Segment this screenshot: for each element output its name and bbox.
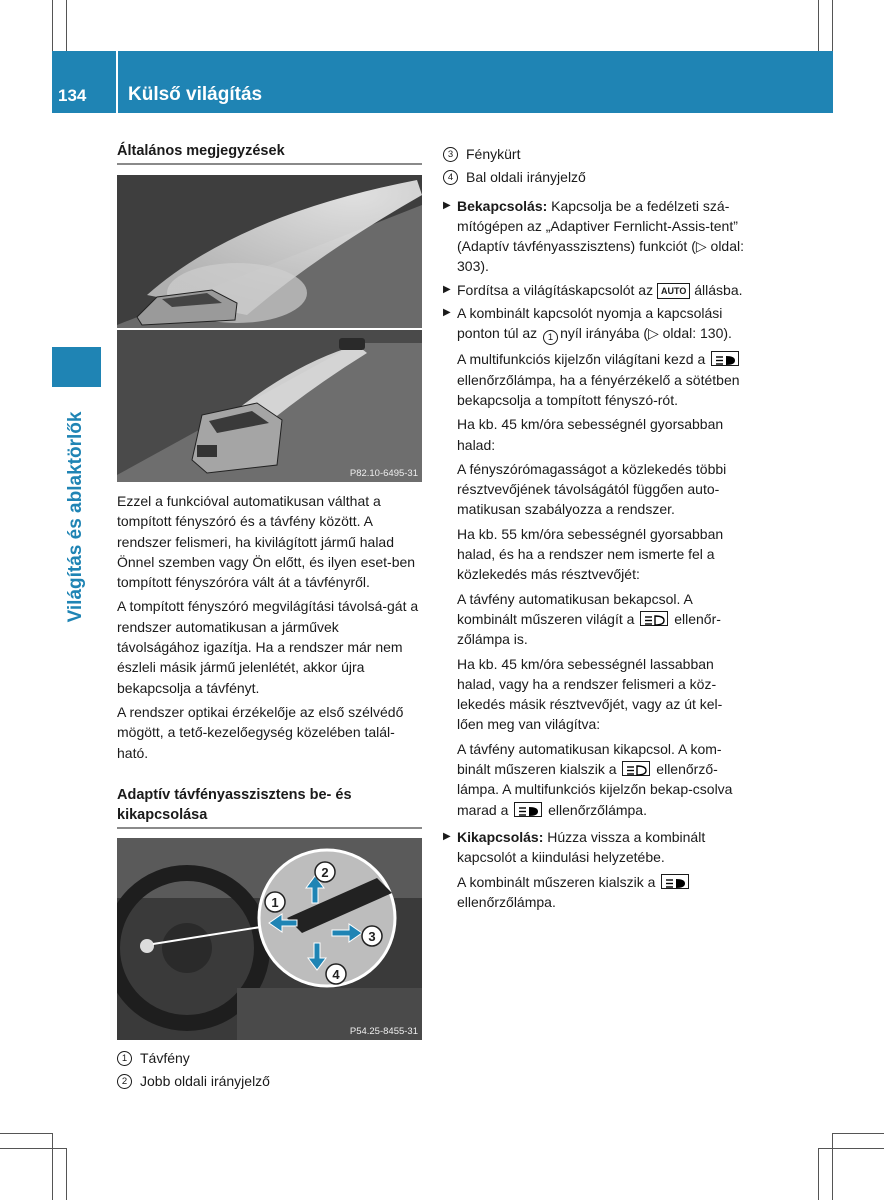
paragraph: A tompított fényszóró megvilágítási távolsá-gát a rendszer automatikusan a járművek távolságához igazítja. Ha a rendszer már nem észleli másik jármű jelenlétét, akkor újra bekapcsolja a távfényt.	[117, 598, 419, 696]
callout-number: 4	[443, 170, 458, 185]
step-text: ellenőr-zőlámpa is.	[457, 610, 721, 648]
crop-mark	[818, 0, 819, 52]
crop-mark	[0, 1133, 52, 1134]
step-arrow-icon: ▶	[443, 830, 451, 842]
legend-item	[117, 1071, 422, 1091]
step-arrow-icon: ▶	[443, 199, 451, 211]
svg-text:4: 4	[332, 966, 340, 982]
step-text: állásba.	[694, 281, 743, 298]
callout-number: 1	[117, 1051, 132, 1066]
headlight-illustration	[117, 175, 422, 482]
legend-item	[443, 144, 748, 164]
callout-number: 3	[443, 147, 458, 162]
page-number: 134	[58, 86, 87, 105]
svg-text:3: 3	[368, 928, 376, 944]
legend-text: Távfény	[140, 1049, 190, 1066]
crop-mark	[66, 1148, 67, 1200]
step-text: Kapcsolja be a fedélzeti szá-mítógépen az „Adaptiver Fernlicht-Assis-tent” (Adaptív távfényasszisztens) funkciót (▷ oldal: 303).	[457, 197, 744, 275]
steering-hub	[162, 923, 212, 973]
crop-mark	[52, 0, 53, 52]
side-tab-label: Világítás és ablaktörlők	[65, 411, 86, 623]
paragraph: Ezzel a funkcióval automatikusan válthat a tompított fényszóró és a távfény között. A rendszer felismeri, ha kivilágított jármű halad Önnel szemben vagy Ön előtt, és ilyen eset-ben tompított fényszóróra vált át a távfényről.	[117, 493, 416, 591]
header-divider	[116, 51, 118, 113]
crop-mark	[818, 1148, 884, 1149]
oncoming-car-icon	[339, 338, 365, 350]
step-text: Ha kb. 45 km/óra sebességnél lassabban halad, vagy ha a rendszer felismeri a köz-lekedés másik résztvevőjét, vagy az út kel-lően meg van világítva:	[457, 655, 723, 733]
adaptive-high-beam-lamp-icon	[711, 351, 739, 366]
callout-4	[326, 964, 346, 984]
step-switch-off	[443, 827, 748, 916]
legend-text: Fénykürt	[466, 146, 521, 162]
auto-key-icon: AUTO	[657, 283, 690, 299]
step-text: A kombinált műszeren kialszik a	[457, 873, 656, 890]
callout-3	[362, 926, 382, 946]
step-text: Ha kb. 45 km/óra sebességnél gyorsabban halad:	[457, 416, 724, 453]
crop-mark	[832, 1133, 833, 1200]
image-code: P54.25-8455-31	[349, 1025, 418, 1037]
legend-item	[443, 167, 748, 187]
step-switch-on	[443, 196, 748, 277]
step-text: Ha kb. 55 km/óra sebességnél gyorsabban halad, és ha a rendszer nem ismerte fel a közlekedés más résztvevőjét:	[457, 525, 724, 583]
adaptive-high-beam-lamp-icon	[661, 874, 689, 889]
high-beam-lamp-icon	[640, 611, 668, 626]
step-text: A kombinált kapcsolót nyomja a kapcsolási ponton túl az	[457, 305, 723, 342]
step-text: A távfény automatikusan bekapcsol. A kombinált műszeren világít a	[457, 590, 693, 627]
step-text: ellenőrző-lámpa. A multifunkciós kijelzőn bekap-csolva marad a	[457, 761, 733, 818]
section-heading-adaptive: Adaptív távfényasszisztens be- és kikapcsolása	[117, 786, 352, 823]
step-keyword: Bekapcsolás:	[457, 197, 548, 214]
step-push-switch	[443, 303, 748, 824]
crop-mark	[66, 0, 67, 52]
step-text: Fordítsa a világításkapcsolót az	[457, 281, 654, 298]
image-code: P82.10-6495-31	[349, 468, 418, 479]
page-title: Külső világítás	[128, 84, 263, 105]
callout-2	[315, 862, 335, 882]
step-text: Húzza vissza a kombinált kapcsolót a kiindulási helyzetébe.	[457, 828, 706, 866]
step-arrow-icon: ▶	[443, 307, 451, 319]
switch-pointer	[140, 939, 154, 953]
step-keyword: Kikapcsolás:	[457, 828, 544, 845]
callout-1	[265, 892, 285, 912]
step-text: A távfény automatikusan kikapcsol. A kom-binált műszeren kialszik a	[457, 740, 722, 778]
step-text: ellenőrzőlámpa.	[457, 893, 556, 910]
crop-mark	[818, 1148, 819, 1200]
svg-text:2: 2	[321, 864, 329, 880]
callout-number: 2	[117, 1074, 132, 1089]
step-text: nyíl irányába (▷ oldal: 130).	[560, 325, 732, 342]
step-text: ellenőrzőlámpa, ha a fényérzékelő a sötétben bekapcsolja a tompított fényszó-rót.	[457, 371, 740, 408]
headlight-scenes-svg	[117, 175, 422, 482]
step-text: ellenőrzőlámpa.	[548, 801, 647, 818]
heading-rule	[117, 163, 422, 165]
legend-text: Jobb oldali irányjelző	[140, 1073, 270, 1090]
crop-mark	[52, 1133, 53, 1200]
heading-rule	[117, 827, 422, 829]
left-column	[117, 141, 422, 1094]
crop-mark	[0, 1148, 66, 1149]
step-text: A multifunkciós kijelzőn világítani kezd a	[457, 351, 706, 368]
right-column	[443, 144, 748, 919]
combination-switch-svg	[117, 838, 422, 1040]
crop-mark	[832, 1133, 884, 1134]
legend-text: Bal oldali irányjelző	[466, 169, 586, 186]
step-arrow-icon: ▶	[443, 283, 451, 295]
step-auto-position	[443, 280, 748, 300]
high-beam-lamp-icon	[622, 761, 650, 776]
step-text: A fényszórómagasságot a közlekedés többi résztvevőjének távolságától függően auto-matikusan szabályozza a rendszer.	[457, 460, 727, 518]
crop-mark	[832, 0, 833, 52]
svg-text:1: 1	[271, 894, 279, 910]
legend-item	[117, 1048, 422, 1068]
paragraph: A rendszer optikai érzékelője az első szélvédő mögött, a tető-kezelőegység közelében talál-ható.	[117, 703, 404, 761]
side-tab	[52, 347, 101, 387]
callout-number: 1	[543, 330, 558, 345]
combination-switch-illustration	[117, 838, 422, 1040]
section-heading-general: Általános megjegyzések	[117, 143, 285, 159]
adaptive-high-beam-lamp-icon	[514, 802, 542, 817]
